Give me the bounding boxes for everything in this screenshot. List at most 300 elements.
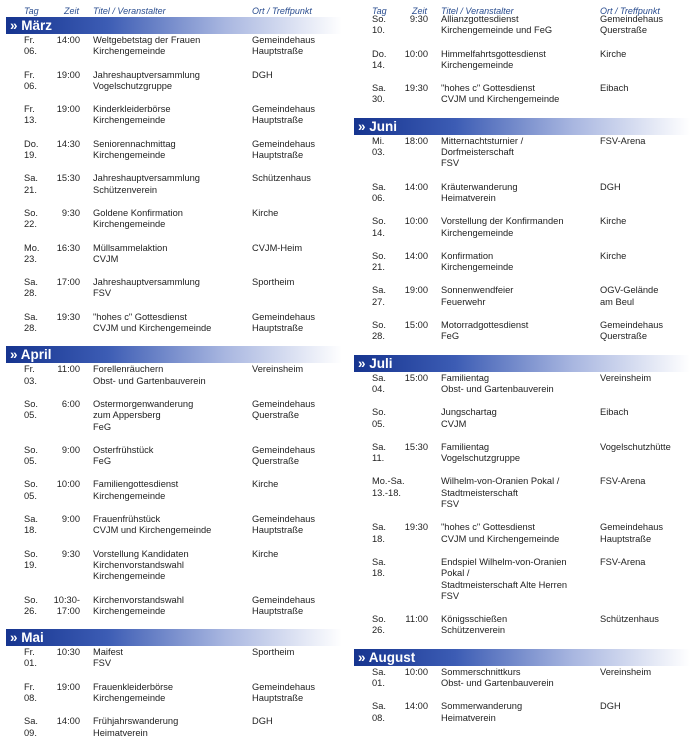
event-entry xyxy=(354,320,690,343)
month-label: » Juni xyxy=(358,118,398,134)
event-day-line: So. xyxy=(372,614,386,625)
event-title xyxy=(93,104,249,127)
event-place xyxy=(600,557,690,568)
event-title xyxy=(93,277,249,300)
event-title-line: Osterfrühstück xyxy=(93,444,154,455)
event-day-line: Fr. xyxy=(24,647,35,658)
event-place-line: Kirche xyxy=(600,250,627,261)
event-place-line: Querstraße xyxy=(252,456,300,467)
event-entry xyxy=(6,595,342,618)
event-day-line: 14. xyxy=(372,227,385,238)
event-time: 10:00 xyxy=(404,48,428,59)
event-day-line: Mi. xyxy=(372,135,385,146)
event-time: 11:00 xyxy=(57,364,80,375)
event-title-line: Vogelschutzgruppe xyxy=(93,80,173,91)
event-title xyxy=(93,70,249,93)
event-time: 15:00 xyxy=(404,372,428,383)
event-title xyxy=(93,595,249,618)
event-title-line: CVJM und Kirchengemeinde xyxy=(93,525,212,536)
event-title-line: FSV xyxy=(441,590,460,601)
event-time: 9:00 xyxy=(61,444,80,455)
event-time: 10:30-17:00 xyxy=(53,594,80,616)
event-title-line: Familiengottesdienst xyxy=(93,479,179,490)
event-place-line: Hauptstraße xyxy=(252,115,304,126)
event-time: 9:30 xyxy=(409,14,428,24)
event-entry xyxy=(6,104,342,127)
event-entry xyxy=(6,208,342,231)
event-time: 9:30 xyxy=(61,207,80,218)
event-title-line: Dorfmeisterschaft xyxy=(441,147,514,158)
event-time: 14:30 xyxy=(56,138,80,149)
event-title-line: Seniorennachmittag xyxy=(93,138,176,149)
event-place-line: Kirche xyxy=(252,548,279,559)
event-day-line: 21. xyxy=(372,262,385,273)
event-entry xyxy=(354,667,690,690)
event-title-line: Kinderkleiderbörse xyxy=(93,104,171,115)
event-day-line: 05. xyxy=(24,490,37,501)
event-entry xyxy=(354,216,690,239)
month-label: » April xyxy=(10,347,52,363)
event-entry xyxy=(354,251,690,274)
event-title xyxy=(441,285,597,308)
event-day-line: So. xyxy=(24,444,38,455)
event-title-line: Frauenfrühstück xyxy=(93,514,161,525)
event-day-line: 05. xyxy=(24,456,37,467)
event-place xyxy=(600,83,690,94)
event-place-line: DGH xyxy=(252,716,273,727)
event-time: 14:00 xyxy=(404,701,428,712)
event-time: 15:30 xyxy=(56,173,80,184)
event-title xyxy=(441,614,597,637)
event-place-line: OGV-Gelände xyxy=(600,285,659,296)
event-place-line: Hauptstraße xyxy=(252,692,304,703)
month-header xyxy=(354,355,690,372)
event-title-line: Sommerschnittkurs xyxy=(441,666,521,677)
month-header xyxy=(354,118,690,135)
event-day-line: 09. xyxy=(24,727,37,738)
event-place xyxy=(600,182,690,193)
header-tag: Tag xyxy=(372,6,387,16)
event-day-line: 19. xyxy=(24,150,37,161)
event-time: 19:30 xyxy=(404,522,428,533)
event-day-line: 23. xyxy=(24,253,37,264)
event-place-line: Vereinsheim xyxy=(600,372,652,383)
event-time: 19:00 xyxy=(56,104,80,115)
event-time: 10:00 xyxy=(404,216,428,227)
event-entry xyxy=(6,682,342,705)
event-place-line: Vogelschutzhütte xyxy=(600,441,671,452)
event-place xyxy=(600,701,690,712)
event-title-line: FSV xyxy=(93,658,112,669)
event-day-line: 18. xyxy=(372,568,385,579)
event-title xyxy=(441,557,597,602)
event-title-line: Familientag xyxy=(441,372,490,383)
event-entry xyxy=(6,445,342,468)
event-entry xyxy=(6,243,342,266)
event-day-line: So. xyxy=(24,594,38,605)
event-title-line: FeG xyxy=(93,421,112,432)
header-ort: Ort / Treffpunkt xyxy=(600,6,660,16)
event-entry xyxy=(354,49,690,72)
event-place-line: Gemeindehaus xyxy=(252,311,316,322)
event-place xyxy=(252,173,342,184)
event-entry xyxy=(6,716,342,739)
event-day-line: 06. xyxy=(372,192,385,203)
event-place-line: FSV-Arena xyxy=(600,556,646,567)
event-title-line: CVJM xyxy=(93,253,119,264)
event-day-line: 27. xyxy=(372,296,385,307)
event-time: 14:00 xyxy=(404,250,428,261)
event-title-line: Kirchengemeinde xyxy=(441,59,514,70)
event-place-line: Sportheim xyxy=(252,277,295,288)
event-place xyxy=(252,647,342,658)
event-place-line: Hauptstraße xyxy=(252,525,304,536)
event-place-line: Vereinsheim xyxy=(600,666,652,677)
event-entry xyxy=(6,549,342,583)
event-place xyxy=(252,277,342,288)
event-title-line: Kirchengemeinde xyxy=(93,219,166,230)
event-place xyxy=(252,445,342,468)
event-day-line: 08. xyxy=(372,712,385,723)
header-titel: Titel / Veranstalter xyxy=(93,6,166,16)
event-title-line: Wilhelm-von-Oranien Pokal / xyxy=(441,476,560,487)
event-place xyxy=(252,243,342,254)
event-place-line: Sportheim xyxy=(252,647,295,658)
event-title xyxy=(93,716,249,739)
event-place xyxy=(252,682,342,705)
event-title-line: CVJM xyxy=(441,418,467,429)
event-place-line: Gemeindehaus xyxy=(252,104,316,115)
event-day-line: 13. xyxy=(24,115,37,126)
event-day-line: Sa. xyxy=(372,441,386,452)
event-entry xyxy=(354,557,690,602)
event-time: 6:00 xyxy=(61,398,80,409)
header-titel: Titel / Veranstalter xyxy=(441,6,514,16)
event-title-line: Allianzgottesdienst xyxy=(441,14,519,24)
event-place-line: DGH xyxy=(252,69,273,80)
event-day-line: Fr. xyxy=(24,364,35,375)
event-entry xyxy=(6,70,342,93)
event-time: 15:00 xyxy=(404,320,428,331)
event-place xyxy=(600,373,690,384)
event-entry xyxy=(6,399,342,433)
event-title-line: Königsschießen xyxy=(441,614,508,625)
event-place xyxy=(252,595,342,618)
event-place-line: am Beul xyxy=(600,296,635,307)
event-title-line: Mitternachtsturnier / xyxy=(441,135,524,146)
event-title-line: FSV xyxy=(441,158,460,169)
event-place xyxy=(252,35,342,58)
event-title-line: Maifest xyxy=(93,647,123,658)
event-title xyxy=(441,83,597,106)
event-day-line: Sa. xyxy=(372,556,386,567)
event-title-line: Endspiel Wilhelm-von-Oranien xyxy=(441,556,567,567)
event-day-line: 04. xyxy=(372,383,385,394)
event-place xyxy=(252,104,342,127)
event-day-line: So. xyxy=(372,320,386,331)
event-place xyxy=(600,476,690,487)
header-zeit: Zeit xyxy=(412,6,428,16)
event-place-line: DGH xyxy=(600,701,621,712)
event-day-line: 08. xyxy=(24,692,37,703)
event-day-line: 28. xyxy=(24,288,37,299)
event-place-line: Gemeindehaus xyxy=(252,35,316,45)
event-title xyxy=(93,399,249,433)
event-title-line: Stadtmeisterschaft xyxy=(441,487,518,498)
event-day-line: Mo. xyxy=(24,242,40,253)
month-header xyxy=(354,649,690,666)
event-title-line: Weltgebetstag der Frauen xyxy=(93,35,201,45)
event-day-line: Sa. xyxy=(372,701,386,712)
event-title xyxy=(441,49,597,72)
month-label: » März xyxy=(10,18,53,33)
event-day-line: 01. xyxy=(372,677,385,688)
event-place xyxy=(600,320,690,343)
event-title xyxy=(93,445,249,468)
event-title xyxy=(93,479,249,502)
event-day-line: 06. xyxy=(24,46,37,57)
event-day-line: So. xyxy=(372,216,386,227)
event-title-line: Obst- und Gartenbauverein xyxy=(93,375,206,386)
event-title-line: Feuerwehr xyxy=(441,296,486,307)
event-title-line: Obst- und Gartenbauverein xyxy=(441,677,554,688)
event-title-line: Jungschartag xyxy=(441,407,497,418)
event-title-line: Goldene Konfirmation xyxy=(93,207,183,218)
event-day-line: 26. xyxy=(372,625,385,636)
event-title-line: FeG xyxy=(93,456,112,467)
event-place xyxy=(600,216,690,227)
event-title xyxy=(441,476,597,510)
event-place-line: Querstraße xyxy=(600,25,648,36)
event-entry xyxy=(6,479,342,502)
event-day-line: Sa. xyxy=(24,277,38,288)
event-day-line: So. xyxy=(24,207,38,218)
event-time: 19:30 xyxy=(56,311,80,322)
event-day-line: 03. xyxy=(372,147,385,158)
month-label: » Juli xyxy=(358,355,393,371)
event-title-line: Sonnenwendfeier xyxy=(441,285,514,296)
event-title-line: "hohes c" Gottesdienst xyxy=(441,83,535,94)
event-day-line: So. xyxy=(372,14,386,24)
event-place-line: Gemeindehaus xyxy=(252,398,316,409)
event-time: 11:00 xyxy=(405,614,428,625)
event-title-line: Kirchengemeinde xyxy=(93,46,166,57)
event-day-line: 14. xyxy=(372,59,385,70)
event-title-line: Heimatverein xyxy=(93,727,148,738)
event-entry xyxy=(354,701,690,724)
event-title xyxy=(441,320,597,343)
event-day-line: 11. xyxy=(372,453,385,464)
event-title-line: Schützenverein xyxy=(441,625,506,636)
event-day-line: 22. xyxy=(24,219,37,230)
event-day-line: Do. xyxy=(24,138,39,149)
event-title-line: Schützenverein xyxy=(93,184,158,195)
event-day-line: 18. xyxy=(372,533,385,544)
event-title-line: Müllsammelaktion xyxy=(93,242,168,253)
event-place xyxy=(600,442,690,453)
event-title-line: Jahreshauptversammlung xyxy=(93,173,200,184)
event-place xyxy=(600,251,690,262)
event-title xyxy=(93,243,249,266)
event-place xyxy=(600,285,690,308)
event-place xyxy=(600,49,690,60)
event-time: 18:00 xyxy=(404,135,428,146)
event-place-line: Hauptstraße xyxy=(252,323,304,334)
event-title-line: Kirchengemeinde xyxy=(441,262,514,273)
column-header xyxy=(6,0,342,14)
event-day-line: Sa. xyxy=(24,311,38,322)
event-title-line: Himmelfahrtsgottesdienst xyxy=(441,48,546,59)
event-day-line: Sa. xyxy=(372,181,386,192)
right-column xyxy=(354,0,690,736)
event-title-line: Kirchengemeinde xyxy=(93,692,166,703)
event-place xyxy=(252,139,342,162)
event-day-line: 19. xyxy=(24,559,37,570)
event-day-line: 13.-18. xyxy=(372,487,401,498)
event-day-line: 28. xyxy=(372,331,385,342)
event-title-line: Familientag xyxy=(441,441,490,452)
event-place-line: Gemeindehaus xyxy=(600,14,664,24)
event-title-line: Kirchengemeinde xyxy=(93,490,166,501)
event-place xyxy=(600,407,690,418)
event-day-line: Fr. xyxy=(24,104,35,115)
event-day-line: 05. xyxy=(24,410,37,421)
event-place xyxy=(252,514,342,537)
event-place-line: Gemeindehaus xyxy=(600,522,664,533)
event-day-line: 10. xyxy=(372,25,385,36)
event-time: 15:30 xyxy=(404,441,428,452)
event-day-line: Fr. xyxy=(24,35,35,45)
event-day-line: 01. xyxy=(24,658,37,669)
event-title-line: FSV xyxy=(441,499,460,510)
event-day xyxy=(372,407,412,430)
event-title xyxy=(441,373,597,396)
event-entry xyxy=(354,182,690,205)
event-time: 19:00 xyxy=(56,69,80,80)
event-title xyxy=(93,312,249,335)
event-day-line: 06. xyxy=(24,80,37,91)
event-day-line: Sa. xyxy=(24,173,38,184)
event-place xyxy=(252,208,342,219)
event-place xyxy=(600,667,690,678)
event-place-line: Kirche xyxy=(600,48,627,59)
header-zeit: Zeit xyxy=(64,6,80,16)
event-time: 14:00 xyxy=(404,181,428,192)
event-entry xyxy=(354,614,690,637)
event-entry xyxy=(354,407,690,430)
event-entry xyxy=(354,442,690,465)
month-label: » Mai xyxy=(10,630,44,646)
event-time: 19:00 xyxy=(56,681,80,692)
event-title-line: CVJM und Kirchengemeinde xyxy=(441,533,560,544)
event-entry xyxy=(354,522,690,545)
event-entry xyxy=(354,136,690,170)
event-day-line: Fr. xyxy=(24,69,35,80)
event-title-line: Heimatverein xyxy=(441,192,496,203)
event-title xyxy=(441,667,597,690)
event-place xyxy=(252,399,342,422)
event-title-line: FSV xyxy=(93,288,112,299)
event-day-line: So. xyxy=(372,407,386,418)
event-title xyxy=(93,682,249,705)
event-place-line: Gemeindehaus xyxy=(252,514,316,525)
event-title xyxy=(93,208,249,231)
event-title-line: "hohes c" Gottesdienst xyxy=(93,311,187,322)
month-header xyxy=(6,17,342,34)
event-title-line: Kräuterwanderung xyxy=(441,181,518,192)
event-entry xyxy=(6,173,342,196)
event-entry xyxy=(354,285,690,308)
event-title xyxy=(441,182,597,205)
event-time: 16:30 xyxy=(56,242,80,253)
event-day-line: 28. xyxy=(24,323,37,334)
event-title xyxy=(93,549,249,583)
event-title-line: CVJM und Kirchengemeinde xyxy=(441,94,560,105)
event-place-line: Hauptstraße xyxy=(600,533,652,544)
event-title xyxy=(441,701,597,724)
event-title-line: Konfirmation xyxy=(441,250,494,261)
event-title xyxy=(93,35,249,58)
header-ort: Ort / Treffpunkt xyxy=(252,6,312,16)
event-title-line: Kirchengemeinde xyxy=(93,571,166,582)
event-place-line: Gemeindehaus xyxy=(600,320,664,331)
event-place xyxy=(252,70,342,81)
event-day-line: Sa. xyxy=(372,83,386,94)
event-day-line: So. xyxy=(372,250,386,261)
event-time: 9:30 xyxy=(61,548,80,559)
event-title xyxy=(441,136,597,170)
event-place-line: Gemeindehaus xyxy=(252,594,316,605)
event-time: 9:00 xyxy=(61,514,80,525)
event-place-line: Gemeindehaus xyxy=(252,681,316,692)
event-title-line: Stadtmeisterschaft Alte Herren xyxy=(441,579,568,590)
event-day-line: So. xyxy=(24,398,38,409)
event-entry xyxy=(6,35,342,58)
event-title-line: Vorstellung Kandidaten xyxy=(93,548,189,559)
event-title-line: Frühjahrswanderung xyxy=(93,716,179,727)
event-day-line: 21. xyxy=(24,184,37,195)
event-title xyxy=(441,14,597,37)
column-header xyxy=(354,0,690,14)
event-title-line: Kirchengemeinde und FeG xyxy=(441,25,553,36)
event-day-line: Do. xyxy=(372,48,387,59)
event-title-line: Kirchengemeinde xyxy=(93,115,166,126)
event-place xyxy=(252,549,342,560)
event-entry xyxy=(6,514,342,537)
event-place-line: Eibach xyxy=(600,83,629,94)
header-tag: Tag xyxy=(24,6,39,16)
event-title-line: Kirchengemeinde xyxy=(93,150,166,161)
event-place-line: FSV-Arena xyxy=(600,135,646,146)
event-place-line: Kirche xyxy=(252,207,279,218)
event-day-line: Sa. xyxy=(372,372,386,383)
event-title-line: zum Appersberg xyxy=(93,410,161,421)
event-day-line: Sa. xyxy=(372,522,386,533)
event-title-line: Jahreshauptversammlung xyxy=(93,277,200,288)
event-title xyxy=(441,442,597,465)
event-title-line: Kirchenvorstandswahl xyxy=(93,594,184,605)
event-title-line: Sommerwanderung xyxy=(441,701,523,712)
event-entry xyxy=(354,373,690,396)
event-title-line: Jahreshauptversammlung xyxy=(93,69,200,80)
month-label: » August xyxy=(358,649,416,665)
month-header xyxy=(6,629,342,646)
event-entry xyxy=(6,647,342,670)
event-time: 19:30 xyxy=(404,83,428,94)
event-title xyxy=(93,514,249,537)
event-day-line: Sa. xyxy=(372,285,386,296)
event-place-line: Hauptstraße xyxy=(252,150,304,161)
